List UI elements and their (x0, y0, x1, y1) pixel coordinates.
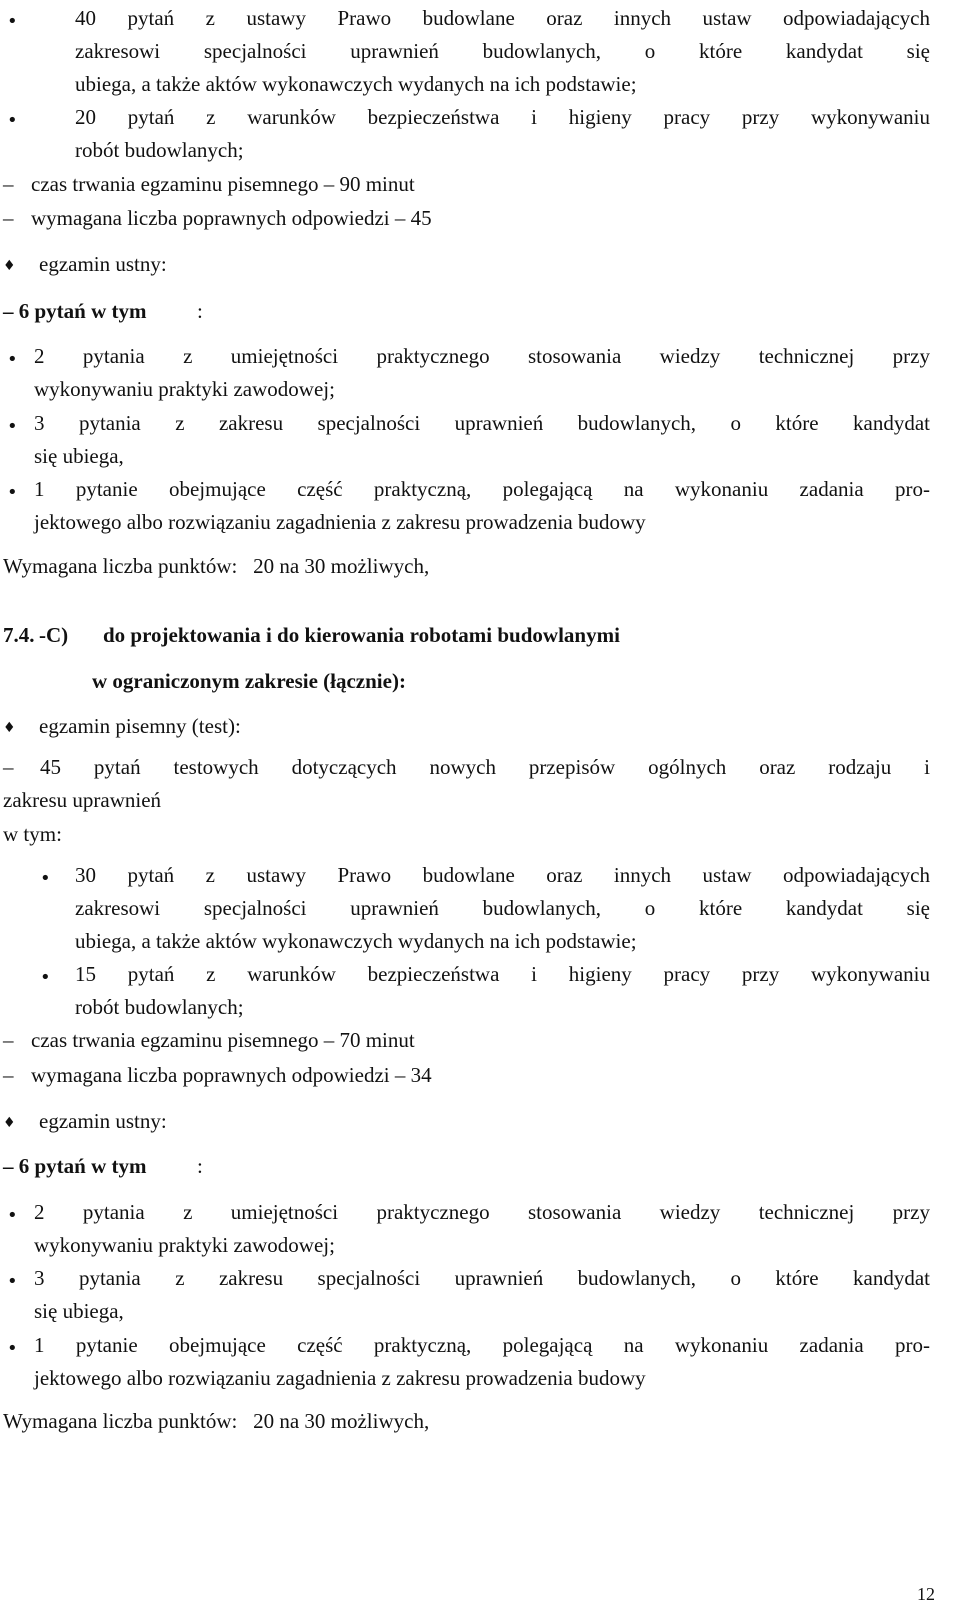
dash-icon: – (3, 1063, 14, 1087)
dash-icon: – (3, 206, 14, 230)
upper-oral-item-2-line-2: się ubiega, (34, 444, 124, 468)
upper-test-item-2-line-2: robót budowlanych; (75, 138, 244, 162)
bullet-icon: • (40, 868, 51, 889)
section-test-item-2-line-2: robót budowlanych; (75, 995, 244, 1019)
section-exam-time-text: czas trwania egzaminu pisemnego – 70 minut (31, 1028, 415, 1052)
section-oral-count-text-bold: – 6 pytań w tym (3, 1154, 147, 1178)
section-letter: -C) (39, 623, 69, 647)
bullet-icon: • (40, 967, 51, 988)
bullet-icon: • (7, 11, 18, 32)
upper-oral-item-1-line-1: 2 pytania z umiejętności praktycznego stosowania wiedzy technicznej przy (34, 344, 930, 368)
section-test-item-1-line-2: zakresowi specjalności uprawnień budowlanych, o które kandydat się (75, 896, 930, 920)
upper-oral-item-1-line-2: wykonywaniu praktyki zawodowej; (34, 377, 335, 401)
upper-oral-item-2-line-1: 3 pytania z zakresu specjalności uprawnień budowlanych, o które kandydat (34, 411, 930, 435)
written-heading-text: egzamin pisemny (test): (39, 714, 241, 738)
dash-icon: – (3, 755, 14, 779)
upper-oral-count-colon: : (197, 299, 203, 323)
section-oral-item-3-line-1: 1 pytanie obejmujące część praktyczną, polegającą na wykonaniu zadania pro- (34, 1333, 930, 1357)
upper-oral-heading-text: egzamin ustny: (39, 252, 167, 276)
upper-points-required-text: Wymagana liczba punktów: 20 na 30 możliwych, (3, 554, 430, 578)
upper-test-item-1-line-3: ubiega, a także aktów wykonawczych wydanych na ich podstawie; (75, 72, 637, 96)
diamond-icon: ♦ (3, 1115, 16, 1131)
upper-test-item-2-line-1: 20 pytań z warunków bezpieczeństwa i higieny pracy przy wykonywaniu (75, 105, 930, 129)
section-oral-item-2-line-2: się ubiega, (34, 1299, 124, 1323)
test-intro-line-1: 45 pytań testowych dotyczących nowych przepisów ogólnych oraz rodzaju i (40, 755, 930, 779)
dash-icon: – (3, 1028, 14, 1052)
bullet-icon: • (7, 110, 18, 131)
test-intro-line-2: zakresu uprawnień (3, 788, 162, 812)
bullet-icon: • (7, 1205, 18, 1226)
upper-oral-item-3-line-2: jektowego albo rozwiązaniu zagadnienia z zakresu prowadzenia budowy (34, 510, 646, 534)
bullet-icon: • (7, 1271, 18, 1292)
page-number: 12 (917, 1584, 935, 1604)
dash-icon: – (3, 172, 14, 196)
section-oral-count-colon: : (197, 1154, 203, 1178)
section-oral-item-2-line-1: 3 pytania z zakresu specjalności uprawnień budowlanych, o które kandydat (34, 1266, 930, 1290)
diamond-icon: ♦ (3, 720, 16, 736)
upper-test-item-1-line-2: zakresowi specjalności uprawnień budowlanych, o które kandydat się (75, 39, 930, 63)
section-test-item-1-line-1: 30 pytań z ustawy Prawo budowlane oraz innych ustaw odpowiadających (75, 863, 930, 887)
upper-oral-count-text-bold: – 6 pytań w tym (3, 299, 147, 323)
section-oral-item-1-line-1: 2 pytania z umiejętności praktycznego stosowania wiedzy technicznej przy (34, 1200, 930, 1224)
upper-exam-time-text: czas trwania egzaminu pisemnego – 90 minut (31, 172, 415, 196)
section-test-item-1-line-3: ubiega, a także aktów wykonawczych wydanych na ich podstawie; (75, 929, 637, 953)
upper-required-answers-text: wymagana liczba poprawnych odpowiedzi – 45 (31, 206, 432, 230)
bullet-icon: • (7, 1338, 18, 1359)
section-required-answers-text: wymagana liczba poprawnych odpowiedzi – 34 (31, 1063, 432, 1087)
section-oral-item-3-line-2: jektowego albo rozwiązaniu zagadnienia z zakresu prowadzenia budowy (34, 1366, 646, 1390)
section-points-required-text: Wymagana liczba punktów: 20 na 30 możliwych, (3, 1409, 430, 1433)
diamond-icon: ♦ (3, 258, 16, 274)
section-title-line-1: do projektowania i do kierowania robotami budowlanymi (103, 623, 620, 647)
section-oral-heading-text: egzamin ustny: (39, 1109, 167, 1133)
section-oral-item-1-line-2: wykonywaniu praktyki zawodowej; (34, 1233, 335, 1257)
section-number: 7.4. (3, 623, 35, 647)
in-that-text: w tym: (3, 822, 62, 846)
section-title-line-2: w ograniczonym zakresie (łącznie): (92, 669, 406, 693)
upper-oral-item-3-line-1: 1 pytanie obejmujące część praktyczną, polegającą na wykonaniu zadania pro- (34, 477, 930, 501)
upper-test-item-1-line-1: 40 pytań z ustawy Prawo budowlane oraz innych ustaw odpowiadających (75, 6, 930, 30)
section-test-item-2-line-1: 15 pytań z warunków bezpieczeństwa i higieny pracy przy wykonywaniu (75, 962, 930, 986)
bullet-icon: • (7, 482, 18, 503)
bullet-icon: • (7, 349, 18, 370)
bullet-icon: • (7, 416, 18, 437)
